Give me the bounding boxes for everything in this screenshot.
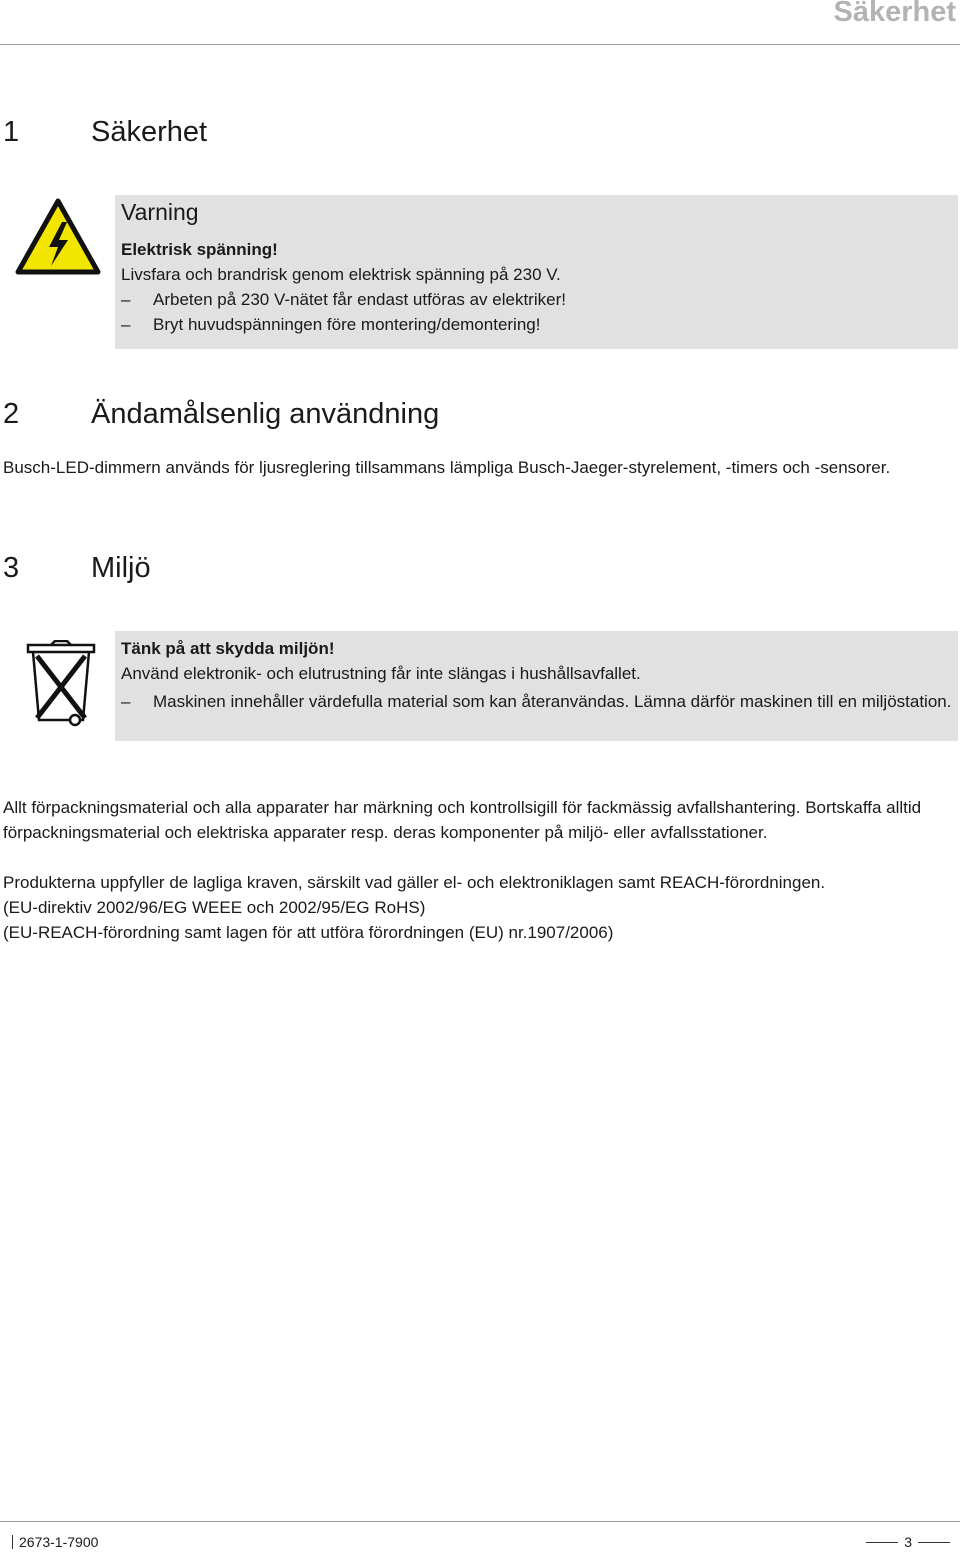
environment-note-box [115, 631, 958, 741]
section-3-heading [3, 552, 151, 585]
environment-note-subheading: Tänk på att skydda miljön! [121, 639, 335, 658]
footer-page-number: 3 [860, 1534, 956, 1550]
section-1-title: Säkerhet [91, 116, 208, 148]
section-1-heading [3, 116, 207, 149]
warning-line: Livsfara och brandrisk genom elektrisk spänning på 230 V. [121, 265, 561, 284]
footer-divider [0, 1521, 960, 1522]
warning-heading: Varning [121, 199, 199, 225]
section-3-paragraph: (EU-REACH-förordning samt lagen för att utföra förordningen (EU) nr.1907/2006) [3, 923, 614, 942]
section-3-paragraph: Produkterna uppfyller de lagliga kraven, särskilt vad gäller el- och elektroniklagen samt REACH-förordningen. [3, 873, 826, 892]
warning-box [115, 195, 958, 349]
section-2-heading [3, 398, 439, 431]
section-2-text: Busch-LED-dimmern används för ljusreglering tillsammans lämpliga Busch-Jaeger-styrelement, -timers och -sensorer. [3, 458, 891, 477]
header-divider [0, 44, 960, 45]
footer-doc-number: 2673-1-7900 [12, 1534, 98, 1550]
warning-list-item: – Bryt huvudspänningen före montering/demontering! [121, 315, 541, 334]
environment-note-line: Använd elektronik- och elutrustning får inte slängas i hushållsavfallet. [121, 664, 641, 683]
environment-list-item: – Maskinen innehåller värdefulla material som kan återanvändas. Lämna därför maskinen till en miljöstation. [121, 692, 952, 711]
section-3-paragraph: (EU-direktiv 2002/96/EG WEEE och 2002/95/EG RoHS) [3, 898, 426, 917]
page-header-title: Säkerhet [833, 0, 956, 28]
section-3-number: 3 [3, 552, 20, 584]
section-2-number: 2 [3, 398, 20, 430]
warning-list-item: – Arbeten på 230 V-nätet får endast utföras av elektriker! [121, 290, 566, 309]
section-2-title: Ändamålsenlig användning [91, 398, 440, 430]
electric-hazard-icon [15, 198, 101, 276]
warning-subheading: Elektrisk spänning! [121, 240, 278, 259]
crossed-out-bin-icon [25, 640, 97, 730]
section-3-paragraph: Allt förpackningsmaterial och alla apparater har märkning och kontrollsigill för fackmässig avfallshantering. Bortskaffa alltid förpackningsmaterial och elektriska apparater resp. deras komponenter på miljö- eller avfallsstationer. [3, 798, 922, 842]
section-3-title: Miljö [91, 552, 151, 584]
section-1-number: 1 [3, 116, 20, 148]
